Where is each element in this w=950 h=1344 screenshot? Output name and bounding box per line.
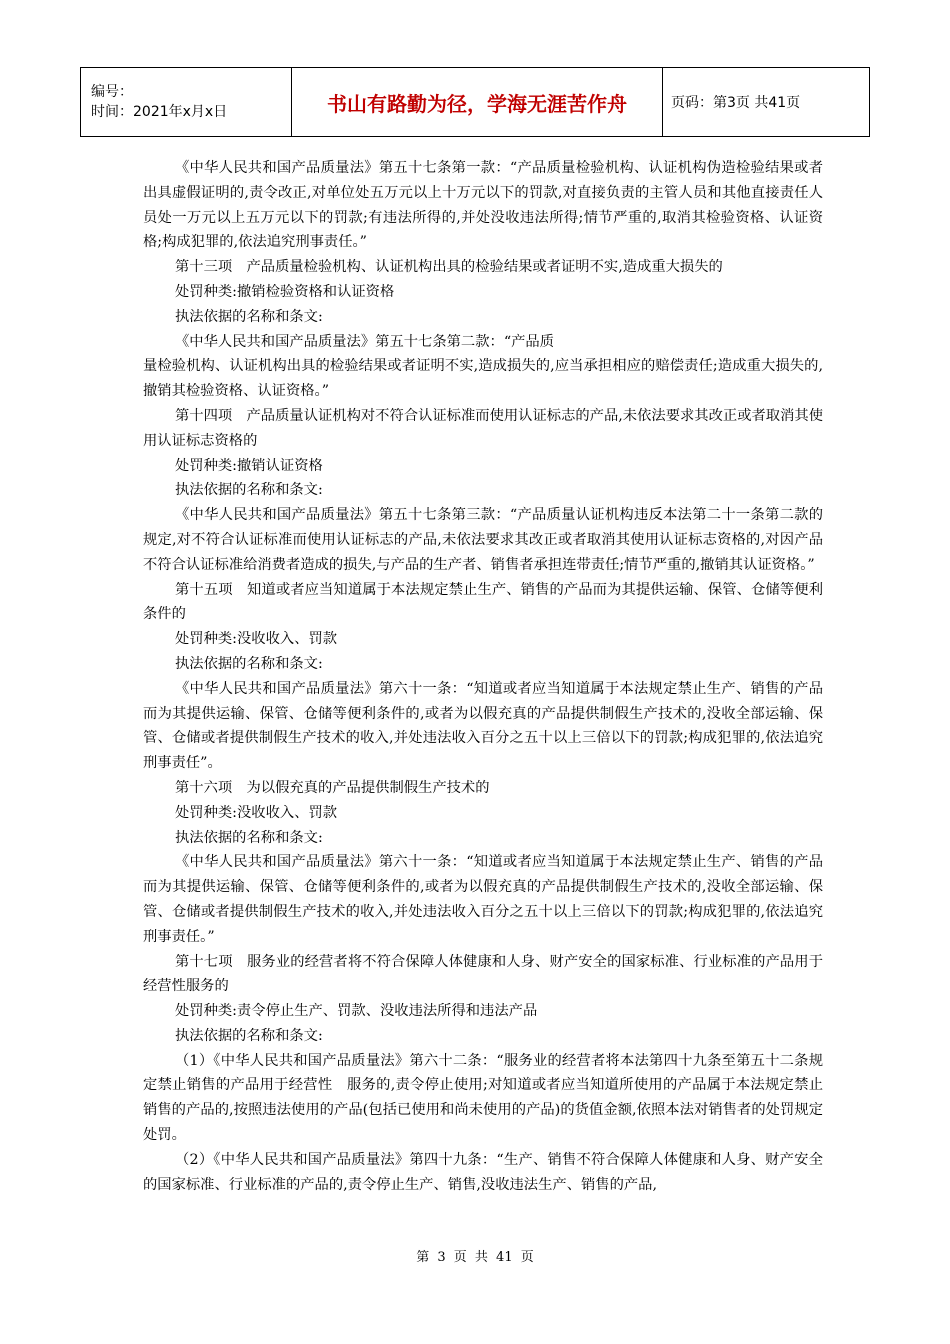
- body-paragraph: 《中华人民共和国产品质量法》第五十七条第一款：“产品质量检验机构、认证机构伪造检验结果或者出具虚假证明的,责令改正,对单位处五万元以上十万元以下的罚款,对直接负责的主管人员和其他直接责任人员处一万元以上五万元以下的罚款;有违法所得的,并处没收违法所得;情节严重的,取消其检验资格、认证资格;构成犯罪的,依法追究刑事责任。”: [143, 160, 823, 251]
- body-paragraph: 量检验机构、认证机构出具的检验结果或者证明不实,造成损失的,应当承担相应的赔偿责任;造成重大损失的,撤销其检验资格、认证资格。”: [143, 358, 823, 400]
- document-number-label: 编号：: [91, 84, 133, 100]
- body-paragraph: 《中华人民共和国产品质量法》第六十一条：“知道或者应当知道属于本法规定禁止生产、销售的产品而为其提供运输、保管、仓储等便利条件的,或者为以假充真的产品提供制假生产技术的,没收全部运输、保管、仓储或者提供制假生产技术的收入,并处违法收入百分之五十以上三倍以下的罚款;构成犯罪的,依法追究刑事责任。”: [143, 854, 823, 945]
- document-header: [80, 67, 870, 137]
- header-page-info: 页码：第3页 共41页: [663, 68, 870, 137]
- body-paragraph: 执法依据的名称和条文:: [175, 482, 323, 499]
- body-paragraph: 《中华人民共和国产品质量法》第五十七条第三款：“产品质量认证机构违反本法第二十一条第二款的规定,对不符合认证标准而使用认证标志的产品,未依法要求其改正或者取消其使用认证标志资格的,对因产品不符合认证标准给消费者造成的损失,与产品的生产者、销售者承担连带责任;情节严重的,撤销其认证资格。”: [143, 507, 823, 573]
- body-paragraph: 第十三项 产品质量检验机构、认证机构出具的检验结果或者证明不实,造成重大损失的: [175, 259, 723, 276]
- body-paragraph: 执法依据的名称和条文:: [175, 1027, 323, 1044]
- body-paragraph: 执法依据的名称和条文:: [175, 829, 323, 846]
- body-paragraph: 第十六项 为以假充真的产品提供制假生产技术的: [175, 779, 490, 796]
- page-footer: 第 3 页 共 41 页: [416, 1250, 534, 1265]
- body-paragraph: （2）《中华人民共和国产品质量法》第四十九条：“生产、销售不符合保障人体健康和人身、财产安全的国家标准、行业标准的产品的,责令停止生产、销售,没收违法生产、销售的产品,: [143, 1151, 823, 1193]
- body-paragraph: 处罚种类:撤销检验资格和认证资格: [175, 283, 395, 300]
- document-date-label: 时间：2021年x月x日: [91, 104, 228, 120]
- body-paragraph: （1）《中华人民共和国产品质量法》第六十二条：“服务业的经营者将本法第四十九条至第五十二条规定禁止销售的产品用于经营性 服务的,责令停止使用;对知道或者应当知道所使用的产品属于本法规定禁止销售的产品的,按照违法使用的产品(包括已使用和尚未使用的产品)的货值金额,依照本法对销售者的处罚规定处罚。: [143, 1052, 823, 1144]
- body-paragraph: 《中华人民共和国产品质量法》第六十一条：“知道或者应当知道属于本法规定禁止生产、销售的产品而为其提供运输、保管、仓储等便利条件的,或者为以假充真的产品提供制假生产技术的,没收全部运输、保管、仓储或者提供制假生产技术的收入,并处违法收入百分之五十以上三倍以下的罚款;构成犯罪的,依法追究刑事责任”。: [143, 680, 823, 772]
- document-body: [143, 156, 823, 1197]
- body-paragraph: 第十四项 产品质量认证机构对不符合认证标准而使用认证标志的产品,未依法要求其改正或者取消其使用认证标志资格的: [143, 407, 823, 449]
- body-paragraph: 执法依据的名称和条文:: [175, 655, 323, 672]
- body-paragraph: 处罚种类:没收收入、罚款: [175, 804, 338, 821]
- body-paragraph: 《中华人民共和国产品质量法》第五十七条第二款：“产品质: [175, 333, 555, 350]
- body-paragraph: 第十七项 服务业的经营者将不符合保障人体健康和人身、财产安全的国家标准、行业标准的产品用于经营性服务的: [143, 953, 823, 995]
- body-paragraph: 处罚种类:没收收入、罚款: [175, 631, 338, 648]
- header-meta-cell: [81, 68, 292, 137]
- body-paragraph: 执法依据的名称和条文:: [175, 308, 323, 325]
- header-motto: 书山有路勤为径，学海无涯苦作舟: [292, 68, 663, 137]
- body-paragraph: 处罚种类:撤销认证资格: [175, 457, 323, 474]
- body-paragraph: 处罚种类:责令停止生产、罚款、没收违法所得和违法产品: [175, 1003, 538, 1020]
- body-paragraph: 第十五项 知道或者应当知道属于本法规定禁止生产、销售的产品而为其提供运输、保管、仓储等便利条件的: [143, 581, 823, 623]
